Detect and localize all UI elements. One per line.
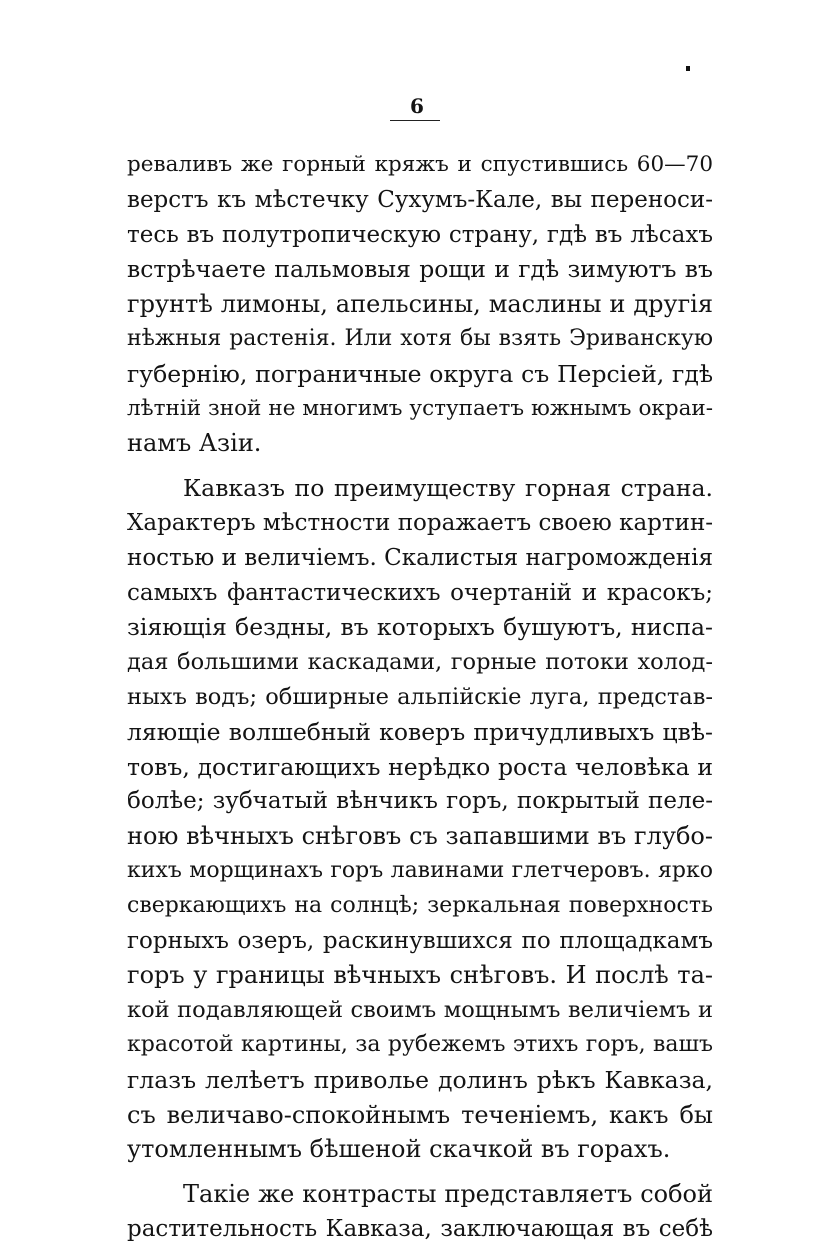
paragraph-1 bbox=[127, 148, 713, 461]
text-line: Кавказъ по преимуществу горная страна. bbox=[183, 474, 713, 503]
body-text bbox=[127, 148, 713, 1247]
text-line: дая большими каскадами, горные потоки холод- bbox=[127, 649, 713, 676]
ink-speck bbox=[686, 66, 690, 71]
text-line: кихъ морщинахъ горъ лавинами глетчеровъ. ярко bbox=[127, 857, 713, 883]
text-line: Такіе же контрасты представляетъ собой bbox=[183, 1180, 713, 1209]
paragraph-3 bbox=[127, 1177, 713, 1247]
text-line: ностью и величіемъ. Скалистыя нагроможденія bbox=[127, 544, 713, 571]
text-line: намъ Азіи. bbox=[127, 429, 262, 458]
text-line: Характеръ мѣстности поражаетъ своею картин- bbox=[127, 509, 713, 536]
text-line: сверкающихъ на солнцѣ; зеркальная поверхность bbox=[127, 892, 713, 918]
text-line: лѣтній зной не многимъ уступаетъ южнымъ окраи- bbox=[127, 395, 713, 421]
page-number: 6 bbox=[410, 94, 424, 118]
paragraph-2 bbox=[127, 471, 713, 1167]
text-line: ныхъ водъ; обширные альпійскіе луга, представ- bbox=[127, 683, 713, 710]
text-line: товъ, достигающихъ нерѣдко роста человѣка и bbox=[127, 752, 713, 781]
text-line: болѣе; зубчатый вѣнчикъ горъ, покрытый пеле- bbox=[127, 788, 713, 815]
text-line: горъ у границы вѣчныхъ снѣговъ. И послѣ та- bbox=[127, 961, 713, 990]
text-line: съ величаво-спокойнымъ теченіемъ, какъ бы bbox=[127, 1100, 713, 1129]
text-line: грунтѣ лимоны, апельсины, маслины и другія bbox=[127, 290, 713, 319]
text-line: губернію, пограничные округа съ Персіей, гдѣ bbox=[127, 359, 713, 388]
text-line: тесь въ полутропическую страну, гдѣ въ лѣсахъ bbox=[127, 221, 713, 248]
page-number-rule bbox=[390, 120, 440, 121]
text-line: ляющіе волшебный коверъ причудливыхъ цвѣ- bbox=[127, 717, 713, 746]
paragraph-gap bbox=[127, 461, 713, 471]
text-line: нѣжныя растенія. Или хотя бы взять Эриванскую bbox=[127, 325, 713, 351]
text-line: ною вѣчныхъ снѣговъ съ запавшими въ глубо- bbox=[127, 822, 713, 851]
text-line: встрѣчаете пальмовыя рощи и гдѣ зимуютъ въ bbox=[127, 255, 713, 284]
text-line: глазъ лелѣетъ приволье долинъ рѣкъ Кавказа, bbox=[127, 1065, 713, 1094]
text-line: самыхъ фантастическихъ очертаній и красокъ; bbox=[127, 579, 713, 606]
text-line: растительность Кавказа, заключающая въ себѣ bbox=[127, 1215, 713, 1242]
paragraph-gap bbox=[127, 1167, 713, 1177]
text-line: красотой картины, за рубежемъ этихъ горъ, вашъ bbox=[127, 1031, 713, 1057]
text-line: зіяющія бездны, въ которыхъ бушуютъ, ниспа- bbox=[127, 613, 713, 642]
text-line: реваливъ же горный кряжъ и спустившись 60—70 bbox=[127, 152, 713, 177]
text-line: горныхъ озеръ, раскинувшихся по площадкамъ bbox=[127, 927, 713, 954]
text-line: верстъ къ мѣстечку Сухумъ-Кале, вы переноси- bbox=[127, 186, 713, 213]
text-line: утомленнымъ бѣшеной скачкой въ горахъ. bbox=[127, 1135, 671, 1164]
text-line: кой подавляющей своимъ мощнымъ величіемъ и bbox=[127, 997, 713, 1024]
